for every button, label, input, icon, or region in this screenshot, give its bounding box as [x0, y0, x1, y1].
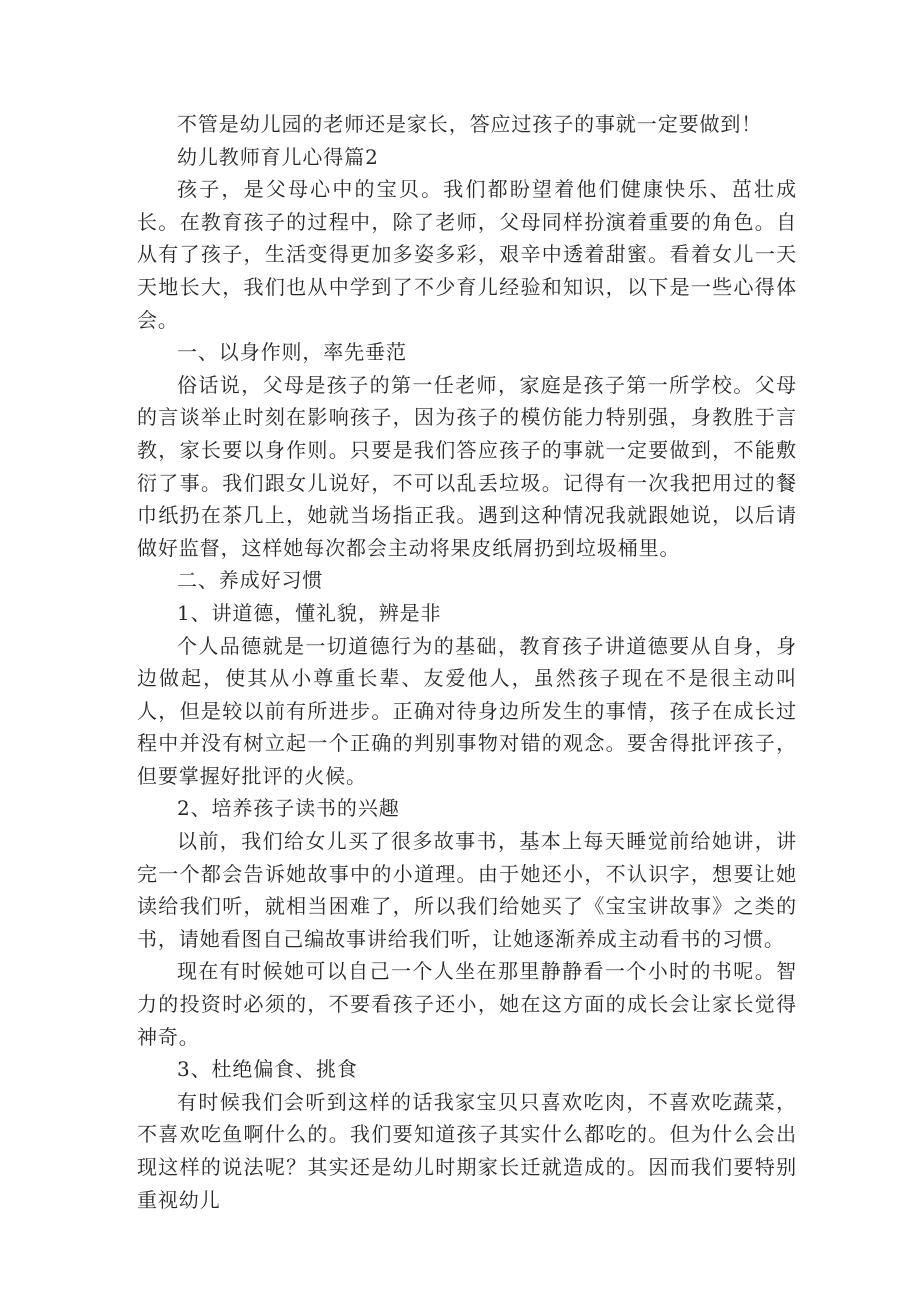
subsection-heading: 2、培养孩子读书的兴趣 [177, 796, 400, 821]
paragraph: 现在有时候她可以自己一个人坐在那里静静看一个小时的书呢。智力的投资时必须的，不要看孩子还小，她在这方面的成长会让家长觉得神奇。 [137, 959, 797, 1049]
paragraph: 以前，我们给女儿买了很多故事书，基本上每天睡觉前给她讲，讲完一个都会告诉她故事中的小道理。由于她还小，不认识字，想要让她读给我们听，就相当困难了，所以我们给她买了《宝宝讲故事》之类的书，请她看图自己编故事讲给我们听，让她逐渐养成主动看书的习惯。 [137, 829, 797, 951]
subsection-heading: 1、讲道德，懂礼貌，辨是非 [177, 600, 442, 625]
document-body [137, 108, 797, 1216]
section-heading: 二、养成好习惯 [177, 568, 324, 593]
paragraph: 个人品德就是一切道德行为的基础，教育孩子讲道德要从自身，身边做起，使其从小尊重长辈、友爱他人，虽然孩子现在不是很主动叫人，但是较以前有所进步。正确对待身边所发生的事情，孩子在成长过程中并没有树立起一个正确的判别事物对错的观念。要舍得批评孩子，但要掌握好批评的火候。 [137, 633, 797, 788]
section-heading: 一、以身作则，率先垂范 [177, 340, 407, 365]
paragraph: 有时候我们会听到这样的话我家宝贝只喜欢吃肉，不喜欢吃蔬菜，不喜欢吃鱼啊什么的。我们要知道孩子其实什么都吃的。但为什么会出现这样的说法呢？其实还是幼儿时期家长迁就造成的。因而我们要特别重视幼儿 [137, 1089, 797, 1212]
subsection-heading: 3、杜绝偏食、挑食 [177, 1057, 358, 1082]
paragraph: 俗话说，父母是孩子的第一任老师，家庭是孩子第一所学校。父母的言谈举止时刻在影响孩子，因为孩子的模仿能力特别强，身教胜于言教，家长要以身作则。只要是我们答应孩子的事就一定要做到，不能敷衍了事。我们跟女儿说好，不可以乱丢垃圾。记得有一次我把用过的餐巾纸扔在茶几上，她就当场指正我。遇到这种情况我就跟她说，以后请做好监督，这样她每次都会主动将果皮纸屑扔到垃圾桶里。 [137, 372, 797, 560]
paragraph: 孩子，是父母心中的宝贝。我们都盼望着他们健康快乐、茁壮成长。在教育孩子的过程中，除了老师，父母同样扮演着重要的角色。自从有了孩子，生活变得更加多姿多彩，艰辛中透着甜蜜。看着女儿一天天地长大，我们也从中学到了不少育儿经验和知识，以下是一些心得体会。 [137, 177, 797, 332]
section-title: 幼儿教师育儿心得篇2 [177, 144, 379, 169]
paragraph: 不管是幼儿园的老师还是家长，答应过孩子的事就一定要做到！ [177, 112, 763, 136]
